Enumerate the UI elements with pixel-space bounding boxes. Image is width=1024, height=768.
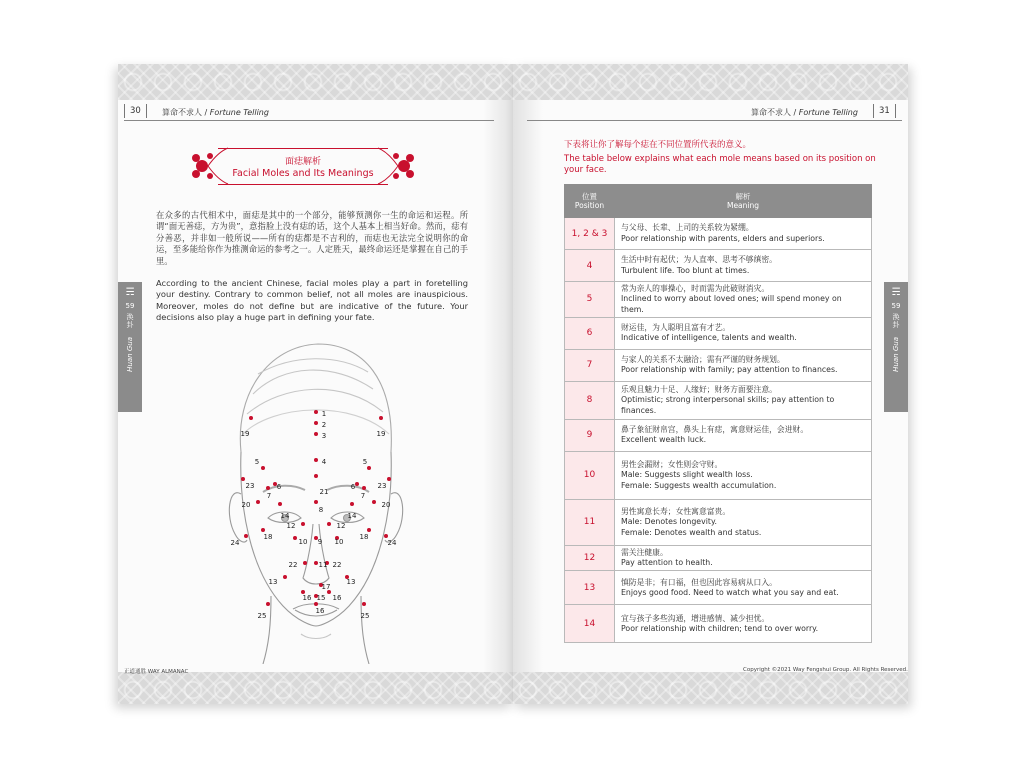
footer-right: Copyright ©2021 Way Fengshui Group. All Rights Reserved.: [743, 667, 908, 673]
intro-en: The table below explains what each mole means based on its position on your face.: [564, 154, 876, 175]
meaning-cn: 与父母、长辈、上司的关系较为紧绷。: [621, 223, 754, 233]
chapter-tab-left: [118, 282, 142, 412]
pattern-band-top: [513, 64, 908, 100]
position-cell: 12: [565, 545, 615, 571]
header-meaning-en: Meaning: [726, 201, 760, 210]
title-rule-top: [218, 148, 388, 149]
paragraph-cn: 在众多的古代相术中，面痣是其中的一个部分，能够预测你一生的命运和运程。所谓“面无善痣，方为贵”，意指脸上没有痣的话，这个人基本上相当好命。然而，痣有分善恶，并非如一般所说——所有的痣都是不吉利的，而痣也无法完全说明你的命运，至多能给你作为推测命运的参考之一。人定胜天，最终命运还是掌握在自己的手里。: [156, 210, 468, 266]
running-header-cn: 算命不求人 /: [751, 108, 799, 117]
meaning-cn: 宜与孩子多些沟通，增进感情、减少担忧。: [621, 613, 770, 623]
position-cell: 9: [565, 419, 615, 451]
face-diagram: [213, 334, 413, 664]
face-point-label: 13: [346, 578, 356, 586]
position-cell: 1, 2 & 3: [565, 218, 615, 250]
face-point-label: 10: [334, 538, 344, 546]
meaning-cell: [615, 419, 872, 451]
meaning-cn: 男性会漏财；女性则会守财。: [621, 459, 723, 469]
chapter-name-en: Huan Gua: [126, 337, 134, 372]
meaning-cell: [615, 605, 872, 643]
section-title: [188, 144, 418, 188]
face-point-label: 7: [266, 492, 272, 500]
position-cell: 11: [565, 499, 615, 545]
table-row: [565, 545, 872, 571]
position-cell: 10: [565, 451, 615, 499]
face-point-label: 8: [318, 506, 324, 514]
face-point-label: 20: [241, 501, 251, 509]
face-point-label: 12: [336, 522, 346, 530]
position-cell: 7: [565, 349, 615, 381]
face-point-label: 11: [318, 561, 328, 569]
table-row: [565, 349, 872, 381]
face-point-label: 5: [254, 458, 260, 466]
table-row: [565, 605, 872, 643]
chapter-name-cn: 涣卦: [892, 313, 900, 329]
table-row: [565, 451, 872, 499]
face-point-label: 16: [302, 594, 312, 602]
meaning-en: Pay attention to health.: [621, 558, 713, 568]
chapter-tab-right: [884, 282, 908, 412]
face-point-label: 3: [321, 432, 327, 440]
face-point-label: 12: [286, 522, 296, 530]
face-point-label: 16: [332, 594, 342, 602]
face-point-label: 22: [332, 561, 342, 569]
meaning-en: Poor relationship with family; pay attention to finances.: [621, 365, 838, 375]
face-point-label: 15: [316, 594, 326, 602]
table-body: [565, 218, 872, 643]
position-cell: 5: [565, 282, 615, 318]
meaning-en: Optimistic; strong interpersonal skills; pay attention to finances.: [621, 395, 835, 415]
header-rule: [527, 120, 902, 121]
face-point-label: 6: [350, 483, 356, 491]
chapter-name-en: Huan Gua: [892, 337, 900, 372]
header-meaning-cn: 解析: [735, 192, 751, 201]
chapter-name-cn: 涣卦: [126, 313, 134, 329]
header-position: [565, 185, 615, 218]
position-cell: 13: [565, 571, 615, 605]
title-rule-bottom: [218, 184, 388, 185]
face-point-label: 9: [317, 538, 323, 546]
title-cn: 面痣解析: [284, 157, 321, 167]
table-row: [565, 250, 872, 282]
left-page: [118, 64, 513, 704]
meaning-cell: [615, 250, 872, 282]
meaning-cell: [615, 218, 872, 250]
face-illustration: [213, 334, 413, 664]
header-meaning: [615, 185, 872, 218]
header-position-en: Position: [574, 201, 605, 210]
running-header: [751, 107, 858, 118]
face-point-label: 24: [230, 539, 240, 547]
gutter-shadow: [483, 64, 513, 704]
face-point-label: 25: [257, 612, 267, 620]
face-point-label: 21: [319, 488, 329, 496]
face-point-label: 19: [376, 430, 386, 438]
table-row: [565, 218, 872, 250]
face-point-label: 10: [298, 538, 308, 546]
meaning-en: Excellent wealth luck.: [621, 435, 707, 445]
position-cell: 6: [565, 317, 615, 349]
moles-table: [564, 184, 872, 643]
meaning-en: Poor relationship with parents, elders and superiors.: [621, 233, 825, 243]
face-point-label: 6: [276, 483, 282, 491]
meaning-cell: [615, 381, 872, 419]
meaning-cell: [615, 499, 872, 545]
meaning-en: Inclined to worry about loved ones; will spend money on them.: [621, 294, 842, 314]
meaning-cell: [615, 317, 872, 349]
running-header-en: Fortune Telling: [798, 108, 858, 117]
face-point-label: 5: [362, 458, 368, 466]
meaning-en: Male: Suggests slight wealth loss. Female: Suggests wealth accumulation.: [621, 470, 777, 490]
header-rule: [124, 120, 494, 121]
face-point-label: 20: [381, 501, 391, 509]
intro-cn: 下表将让你了解每个痣在不同位置所代表的意义。: [564, 140, 752, 150]
page-number: 31: [873, 104, 896, 118]
table-row: [565, 571, 872, 605]
table-row: [565, 499, 872, 545]
footer-left: 正道通胜 WAY ALMANAC: [124, 669, 189, 675]
face-point-label: 16: [315, 607, 325, 615]
meaning-en: Enjoys good food. Need to watch what you say and eat.: [621, 587, 839, 597]
page-number: 30: [124, 104, 147, 118]
meaning-cn: 常为亲人的事操心，时而需为此破财消灾。: [621, 284, 770, 293]
running-header-cn: 算命不求人 /: [162, 108, 210, 117]
chapter-number: 59: [891, 302, 901, 310]
table-row: [565, 381, 872, 419]
face-point-label: 23: [377, 482, 387, 490]
hexagram-icon: ☴: [125, 287, 135, 298]
meaning-cn: 与家人的关系不太融洽；需有严谨的财务规划。: [621, 355, 785, 365]
meaning-en: Indicative of intelligence, talents and wealth.: [621, 333, 797, 343]
face-point-label: 24: [387, 539, 397, 547]
position-cell: 4: [565, 250, 615, 282]
chapter-number: 59: [125, 302, 135, 310]
meaning-cell: [615, 571, 872, 605]
paragraph-en: According to the ancient Chinese, facial moles play a part in foretelling your destiny. Contrary to common belief, not all moles are inauspicious. Moreover, moles do not define but are indicative of the future. Your decisions also play a huge part in defining your fate.: [156, 278, 468, 323]
face-point-label: 17: [321, 583, 331, 591]
meaning-cn: 财运佳，为人聪明且富有才艺。: [621, 323, 731, 333]
face-point-label: 18: [263, 533, 273, 541]
pattern-band-top: [118, 64, 513, 100]
meaning-en: Poor relationship with children; tend to over worry.: [621, 623, 819, 633]
meaning-cell: [615, 282, 872, 318]
header-position-cn: 位置: [582, 192, 597, 201]
hexagram-icon: ☴: [891, 287, 901, 298]
table-header-row: [565, 185, 872, 218]
position-cell: 8: [565, 381, 615, 419]
running-header: [162, 107, 269, 118]
meaning-cn: 需关注健康。: [621, 547, 668, 557]
face-point-label: 25: [360, 612, 370, 620]
meaning-cn: 鼻子象征财帛宫，鼻头上有痣，寓意财运佳，会进财。: [621, 425, 809, 435]
meaning-cn: 慎防是非；有口福，但也因此容易病从口入。: [621, 577, 777, 587]
face-point-label: 14: [347, 512, 357, 520]
face-point-label: 19: [240, 430, 250, 438]
position-cell: 14: [565, 605, 615, 643]
meaning-cn: 男性寓意长寿；女性寓意富贵。: [621, 506, 731, 516]
table-row: [565, 317, 872, 349]
meaning-en: Male: Denotes longevity. Female: Denotes wealth and status.: [621, 517, 762, 537]
title-en: Facial Moles and Its Meanings: [232, 168, 374, 179]
running-header-en: Fortune Telling: [209, 108, 269, 117]
face-point-label: 18: [359, 533, 369, 541]
face-point-label: 2: [321, 421, 327, 429]
face-point-label: 7: [360, 492, 366, 500]
face-point-label: 4: [321, 458, 327, 466]
book-spread: [118, 64, 908, 704]
table-row: [565, 419, 872, 451]
face-point-label: 23: [245, 482, 255, 490]
table-row: [565, 282, 872, 318]
meaning-cn: 生活中时有起伏；为人直率、思考不够缜密。: [621, 255, 777, 265]
face-point-label: 14: [280, 512, 290, 520]
meaning-cn: 乐观且魅力十足、人缘好；财务方面要注意。: [621, 384, 777, 394]
face-point-label: 13: [268, 578, 278, 586]
meaning-cell: [615, 451, 872, 499]
meaning-cell: [615, 349, 872, 381]
face-point-label: 22: [288, 561, 298, 569]
pattern-band-bottom: [513, 672, 908, 704]
meaning-cell: [615, 545, 872, 571]
face-point-label: 1: [321, 410, 327, 418]
gutter-shadow: [513, 64, 543, 704]
pattern-band-bottom: [118, 672, 513, 704]
meaning-en: Turbulent life. Too blunt at times.: [621, 265, 750, 275]
